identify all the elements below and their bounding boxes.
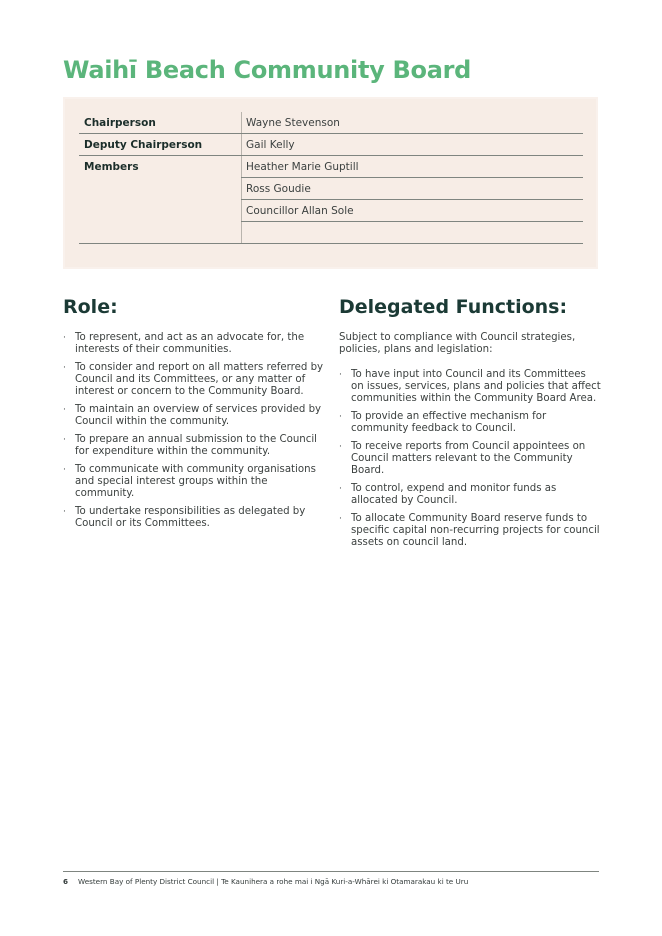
page-title: Waihī Beach Community Board (63, 56, 472, 84)
page-number: 6 (63, 877, 69, 886)
list-item: · To communicate with community organisations and special interest groups within the community. (63, 464, 316, 499)
footer-text: Western Bay of Plenty District Council | Te Kaunihera a rohe mai i Ngā Kuri-a-Whārei ki Otamarakau ki te Uru (78, 877, 469, 886)
list-item: · To undertake responsibilities as delegated by Council or its Committees. (63, 506, 306, 529)
list-item: · To control, expend and monitor funds as allocated by Council. (339, 483, 557, 506)
list-item: · To have input into Council and its Committees on issues, services, plans and policies that affect communities within the Community Board Area. (339, 369, 601, 404)
list-item: · To receive reports from Council appointees on Council matters relevant to the Community Board. (339, 441, 586, 476)
bullet-icon: · (339, 370, 342, 380)
list-item: · To prepare an annual submission to the Council for expenditure within the community. (63, 434, 318, 457)
delegated-functions-section (339, 296, 601, 555)
members-label: Members (79, 156, 242, 244)
footer-divider (63, 871, 599, 872)
list-item: · To consider and report on all matters referred by Council and its Committees, or any matter of interest or concern to the Community Board. (63, 362, 324, 397)
membership-table (79, 112, 583, 244)
member-name: Ross Goudie (242, 178, 584, 200)
role-heading: Role: (63, 296, 118, 318)
delegated-list (339, 369, 601, 549)
member-name: Heather Marie Guptill (242, 156, 584, 178)
delegated-intro: Subject to compliance with Council strategies, policies, plans and legislation: (339, 332, 576, 355)
list-item: · To provide an effective mechanism for community feedback to Council. (339, 411, 547, 434)
bullet-icon: · (339, 514, 342, 524)
bullet-icon: · (63, 333, 66, 343)
bullet-icon: · (63, 465, 66, 475)
bullet-icon: · (63, 435, 66, 445)
chairperson-label: Chairperson (79, 112, 242, 134)
member-name: Councillor Allan Sole (242, 200, 584, 222)
bullet-icon: · (339, 412, 342, 422)
bullet-icon: · (63, 363, 66, 373)
bullet-icon: · (339, 442, 342, 452)
bullet-icon: · (63, 405, 66, 415)
role-section (63, 296, 325, 536)
list-item: · To maintain an overview of services provided by Council within the community. (63, 404, 322, 427)
chairperson-name: Wayne Stevenson (242, 112, 584, 134)
delegated-functions-heading: Delegated Functions: (339, 296, 568, 318)
deputy-chairperson-label: Deputy Chairperson (79, 134, 242, 156)
bullet-icon: · (63, 507, 66, 517)
page-footer (63, 877, 468, 886)
bullet-icon: · (339, 484, 342, 494)
membership-panel (63, 97, 598, 269)
deputy-chairperson-name: Gail Kelly (242, 134, 584, 156)
list-item: · To allocate Community Board reserve funds to specific capital non-recurring projects for council assets on council land. (339, 513, 600, 548)
list-item: · To represent, and act as an advocate for, the interests of their communities. (63, 332, 305, 355)
member-name-empty (242, 222, 584, 244)
role-list (63, 332, 325, 530)
